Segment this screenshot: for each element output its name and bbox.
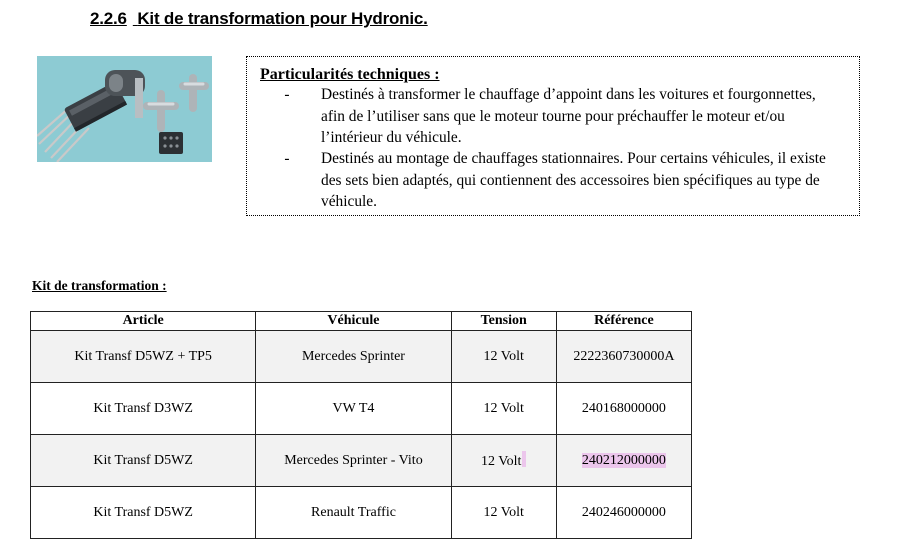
cell-voltage: 12 Volt [451, 383, 556, 435]
cell-article: Kit Transf D5WZ [31, 487, 256, 539]
cell-article: Kit Transf D5WZ [31, 435, 256, 487]
table-row [31, 435, 692, 487]
feature-bullet [284, 148, 841, 213]
cell-vehicle: VW T4 [256, 383, 451, 435]
cell-article: Kit Transf D5WZ + TP5 [31, 331, 256, 383]
table-header-row [31, 312, 692, 331]
column-header-voltage: Tension [451, 312, 556, 331]
bullet-dash: - [284, 86, 290, 103]
cell-reference: 2222360730000A [556, 331, 691, 383]
bullet-text: Destinés au montage de chauffages stationnaires. Pour certains véhicules, il existe des sets bien adaptés, qui contiennent des accessoires bien spécifiques au type de véhicule. [321, 150, 826, 210]
cell-reference: 240168000000 [556, 383, 691, 435]
cell-voltage: 12 Volt [481, 454, 522, 469]
cell-vehicle: Renault Traffic [256, 487, 451, 539]
section-heading [90, 9, 428, 29]
cell-reference-cell [556, 435, 691, 487]
kit-table [30, 311, 692, 539]
bullet-dash: - [284, 150, 290, 167]
cell-voltage: 12 Volt [451, 487, 556, 539]
cell-vehicle: Mercedes Sprinter [256, 331, 451, 383]
product-photo [37, 56, 212, 162]
column-header-article: Article [31, 312, 256, 331]
bullet-text: Destinés à transformer le chauffage d’appoint dans les voitures et fourgonnettes, afin de l’utiliser sans que le moteur tourne pour préchauffer le moteur et/ou l’intérieur du véhicule. [321, 86, 816, 146]
selection-highlight [522, 451, 526, 467]
table-row [31, 383, 692, 435]
technical-features-box [246, 56, 860, 216]
product-photo-icon [37, 56, 212, 162]
table-row [31, 487, 692, 539]
column-header-reference: Référence [556, 312, 691, 331]
cell-reference-highlighted: 240212000000 [581, 452, 666, 468]
table-row [31, 331, 692, 383]
column-header-vehicle: Véhicule [256, 312, 451, 331]
cell-voltage: 12 Volt [451, 331, 556, 383]
cell-reference: 240246000000 [556, 487, 691, 539]
cell-article: Kit Transf D3WZ [31, 383, 256, 435]
cell-voltage-cell [451, 435, 556, 487]
features-title: Particularités techniques : [260, 66, 440, 83]
kit-title: Kit de transformation : [32, 278, 167, 293]
section-title: Kit de transformation pour Hydronic. [137, 9, 428, 28]
section-number: 2.2.6 [90, 9, 127, 28]
cell-vehicle: Mercedes Sprinter - Vito [256, 435, 451, 487]
feature-bullet [284, 84, 841, 149]
